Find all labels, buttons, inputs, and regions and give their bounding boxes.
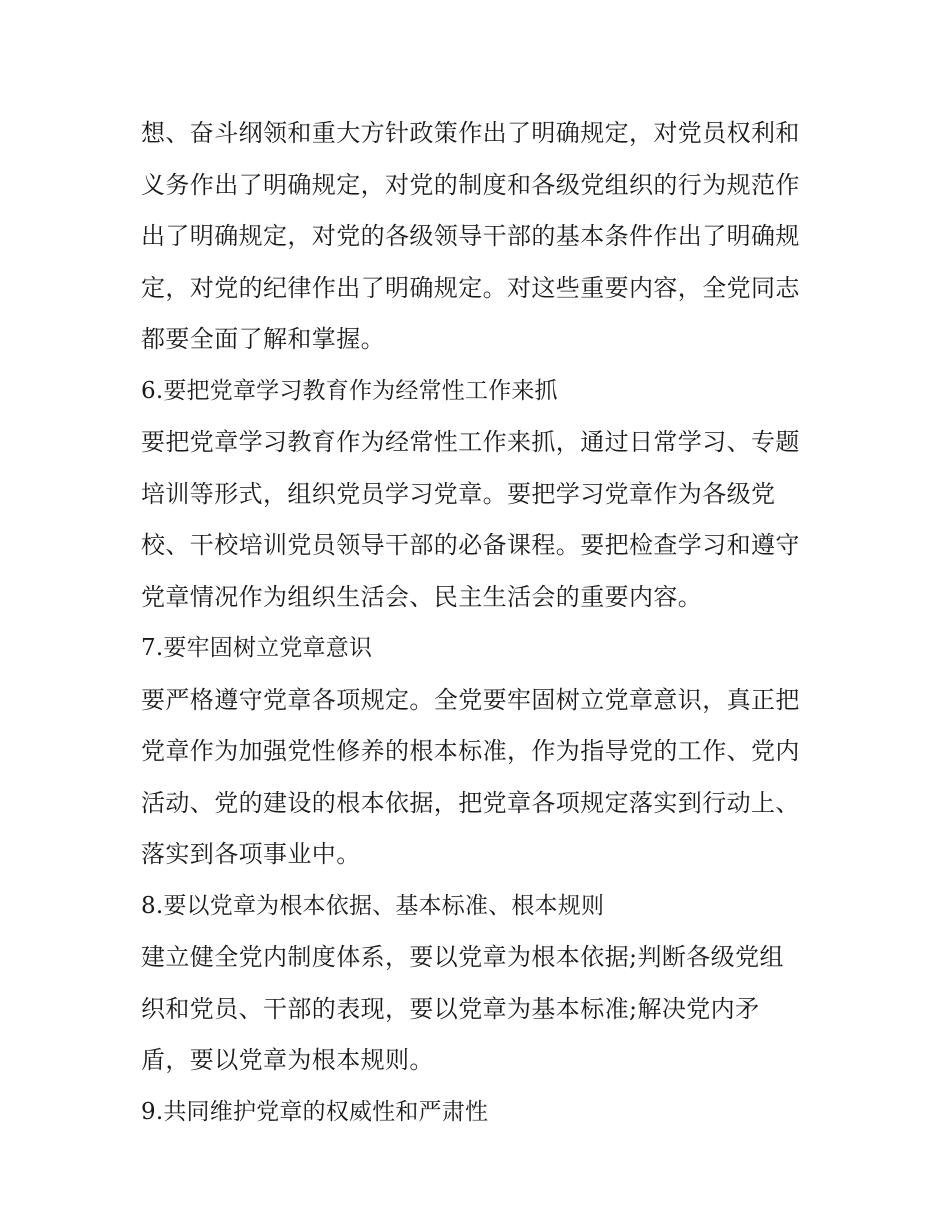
paragraph-line: 党章情况作为组织生活会、民主生活会的重要内容。 (141, 582, 703, 611)
paragraph-line: 党章作为加强党性修养的根本标准，作为指导党的工作、党内 (141, 737, 800, 765)
paragraph-line: 都要全面了解和掌握。 (141, 325, 385, 353)
paragraph-line: 义务作出了明确规定，对党的制度和各级党组织的行为规范作 (141, 170, 800, 199)
section-heading-7: 7.要牢固树立党章意识 (141, 635, 373, 661)
section-heading-8: 8.要以党章为根本依据、基本标准、根本规则 (141, 892, 605, 919)
paragraph-line: 活动、党的建设的根本依据，把党章各项规定落实到行动上、 (141, 788, 800, 817)
paragraph-line: 建立健全党内制度体系，要以党章为根本依据;判断各级党组 (141, 943, 784, 971)
section-heading-9: 9.共同维护党章的权威性和严肃性 (141, 1098, 489, 1125)
paragraph-line: 落实到各项事业中。 (141, 840, 361, 868)
paragraph-line: 织和党员、干部的表现，要以党章为基本标准;解决党内矛 (141, 994, 760, 1023)
paragraph-line: 要把党章学习教育作为经常性工作来抓，通过日常学习、专题 (141, 428, 800, 456)
paragraph-line: 要严格遵守党章各项规定。全党要牢固树立党章意识，真正把 (141, 685, 800, 714)
paragraph-line: 想、奋斗纲领和重大方针政策作出了明确规定，对党员权利和 (141, 119, 800, 147)
document-body (141, 108, 831, 1138)
paragraph-line: 培训等形式，组织党员学习党章。要把学习党章作为各级党 (141, 479, 776, 508)
paragraph-line: 出了明确规定，对党的各级领导干部的基本条件作出了明确规 (141, 222, 800, 250)
section-heading-6: 6.要把党章学习教育作为经常性工作来抓 (141, 377, 558, 404)
paragraph-line: 盾，要以党章为根本规则。 (141, 1046, 434, 1074)
paragraph-line: 定，对党的纪律作出了明确规定。对这些重要内容，全党同志 (141, 273, 800, 302)
paragraph-line: 校、干校培训党员领导干部的必备课程。要把检查学习和遵守 (141, 531, 800, 559)
